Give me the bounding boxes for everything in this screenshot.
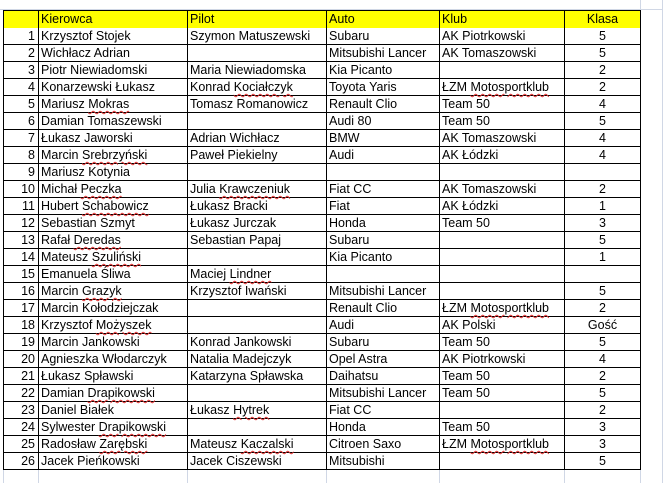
car-cell[interactable]: Kia Picanto — [329, 250, 393, 264]
car-cell[interactable] — [327, 266, 439, 283]
driver-cell[interactable]: Marcin Kołodziejczak — [41, 301, 159, 315]
class-cell[interactable]: 2 — [599, 369, 606, 383]
row-number-cell[interactable]: 9 — [28, 165, 35, 179]
car-cell[interactable]: Renault Clio — [329, 301, 398, 315]
driver-cell[interactable]: Agnieszka Włodarczyk — [41, 352, 167, 366]
driver-cell[interactable]: Wichłacz Adrian — [41, 46, 130, 60]
class-cell[interactable]: 4 — [599, 352, 606, 366]
class-cell[interactable]: 5 — [599, 29, 606, 43]
car-cell[interactable]: Mitsubishi Lancer — [329, 284, 427, 298]
row-number-cell[interactable]: 25 — [21, 437, 35, 451]
codriver-cell[interactable]: Maciej Lindner — [190, 267, 272, 281]
club-cell[interactable] — [440, 453, 564, 470]
column-header-car[interactable]: Auto — [327, 11, 439, 28]
row-number-cell[interactable]: 22 — [21, 386, 35, 400]
club-cell[interactable]: AK Polski — [442, 318, 496, 332]
club-cell[interactable] — [440, 283, 564, 300]
row-number-cell[interactable]: 8 — [28, 148, 35, 162]
row-number-cell[interactable]: 7 — [28, 131, 35, 145]
codriver-cell[interactable]: Adrian Wichłacz — [190, 131, 280, 145]
driver-cell[interactable]: Damian Drapikowski — [41, 386, 155, 400]
driver-cell[interactable]: Sylwester Drapikowski — [41, 420, 167, 434]
driver-cell[interactable]: Rafał Deredas — [41, 233, 121, 247]
class-cell[interactable]: 2 — [599, 403, 606, 417]
class-cell[interactable]: 5 — [599, 114, 606, 128]
row-number-cell[interactable]: 18 — [21, 318, 35, 332]
codriver-cell[interactable]: Krzysztof Iwański — [190, 284, 287, 298]
class-cell[interactable]: 5 — [599, 46, 606, 60]
driver-cell[interactable]: Marcin Grazyk — [41, 284, 122, 298]
codriver-cell[interactable]: Sebastian Papaj — [190, 233, 282, 247]
car-cell[interactable]: Renault Clio — [329, 97, 398, 111]
codriver-cell[interactable]: Konrad Jankowski — [190, 335, 292, 349]
car-cell[interactable]: Fiat — [329, 199, 350, 213]
car-cell[interactable]: Audi 80 — [329, 114, 372, 128]
car-cell[interactable]: Kia Picanto — [329, 63, 393, 77]
driver-cell[interactable]: Sebastian Szmyt — [41, 216, 135, 230]
driver-cell[interactable]: Krzysztof Możyszek — [41, 318, 152, 332]
codriver-cell[interactable]: Łukasz Jurczak — [190, 216, 277, 230]
codriver-cell[interactable] — [188, 385, 326, 402]
driver-cell[interactable]: Emanuela Śliwa — [41, 267, 131, 281]
car-cell[interactable]: Opel Astra — [329, 352, 388, 366]
club-cell[interactable]: ŁZM Motosportklub — [442, 80, 549, 94]
class-cell[interactable] — [565, 266, 640, 283]
codriver-cell[interactable]: Julia Krawczeniuk — [190, 182, 291, 196]
row-number-cell[interactable]: 15 — [21, 267, 35, 281]
codriver-cell[interactable] — [188, 419, 326, 436]
codriver-cell[interactable]: Łukasz Bracki — [190, 199, 268, 213]
codriver-cell[interactable] — [188, 300, 326, 317]
club-cell[interactable]: AK Piotrkowski — [442, 352, 526, 366]
driver-cell[interactable]: Marcin Jankowski — [41, 335, 140, 349]
codriver-cell[interactable]: Tomasz Romanowicz — [190, 97, 309, 111]
class-cell[interactable]: 2 — [599, 182, 606, 196]
driver-cell[interactable]: Łukasz Jaworski — [41, 131, 133, 145]
club-cell[interactable]: ŁZM Motosportklub — [442, 437, 549, 451]
car-cell[interactable]: Subaru — [329, 233, 370, 247]
class-cell[interactable]: Gość — [587, 318, 618, 332]
driver-cell[interactable]: Damian Tomaszewski — [41, 114, 162, 128]
row-number-cell[interactable]: 14 — [21, 250, 35, 264]
row-number-cell[interactable]: 19 — [21, 335, 35, 349]
car-cell[interactable]: Honda — [329, 420, 366, 434]
driver-cell[interactable]: Łukasz Spławski — [41, 369, 134, 383]
row-number-cell[interactable]: 20 — [21, 352, 35, 366]
class-cell[interactable]: 5 — [599, 386, 606, 400]
car-cell[interactable]: Toyota Yaris — [329, 80, 397, 94]
driver-cell[interactable]: Daniel Białek — [41, 403, 114, 417]
codriver-cell[interactable]: Mateusz Kaczalski — [190, 437, 294, 451]
car-cell[interactable]: Subaru — [329, 29, 370, 43]
row-number-cell[interactable]: 1 — [28, 29, 35, 43]
driver-cell[interactable]: Radosław Zarębski — [41, 437, 148, 451]
car-cell[interactable]: Audi — [329, 318, 355, 332]
row-number-cell[interactable]: 3 — [28, 63, 35, 77]
club-cell[interactable]: Team 50 — [442, 369, 490, 383]
codriver-cell[interactable]: Jacek Ciszewski — [190, 454, 282, 468]
car-cell[interactable]: Citroen Saxo — [329, 437, 402, 451]
class-cell[interactable]: 2 — [599, 301, 606, 315]
row-number-cell[interactable]: 23 — [21, 403, 35, 417]
driver-cell[interactable]: Piotr Niewiadomski — [41, 63, 148, 77]
row-number-cell[interactable]: 21 — [21, 369, 35, 383]
class-cell[interactable]: 5 — [599, 284, 606, 298]
club-cell[interactable]: AK Łódzki — [442, 148, 499, 162]
class-cell[interactable]: 2 — [599, 63, 606, 77]
driver-cell[interactable]: Konarzewski Łukasz — [41, 80, 155, 94]
column-header-club[interactable]: Klub — [440, 11, 564, 28]
codriver-cell[interactable] — [188, 164, 326, 181]
club-cell[interactable]: Team 50 — [442, 335, 490, 349]
codriver-cell[interactable]: Maria Niewiadomska — [190, 63, 307, 77]
club-cell[interactable] — [440, 249, 564, 266]
driver-cell[interactable]: Mariusz Mokras — [41, 97, 130, 111]
class-cell[interactable] — [565, 164, 640, 181]
driver-cell[interactable]: Krzysztof Stojek — [41, 29, 131, 43]
codriver-cell[interactable] — [188, 317, 326, 334]
codriver-cell[interactable]: Łukasz Hytrek — [190, 403, 270, 417]
car-cell[interactable]: Daihatsu — [329, 369, 379, 383]
class-cell[interactable]: 2 — [599, 80, 606, 94]
club-cell[interactable]: AK Piotrkowski — [442, 29, 526, 43]
club-cell[interactable]: Team 50 — [442, 420, 490, 434]
column-header-class[interactable]: Klasa — [565, 11, 640, 28]
row-number-cell[interactable]: 11 — [22, 199, 35, 213]
class-cell[interactable]: 4 — [599, 131, 606, 145]
row-number-cell[interactable]: 12 — [21, 216, 35, 230]
car-cell[interactable]: Mitsubishi — [329, 454, 385, 468]
class-cell[interactable]: 5 — [599, 335, 606, 349]
driver-cell[interactable]: Mariusz Kotynia — [41, 165, 130, 179]
car-cell[interactable]: Fiat CC — [329, 403, 372, 417]
row-number-cell[interactable]: 24 — [21, 420, 35, 434]
club-cell[interactable]: Team 50 — [442, 386, 490, 400]
club-cell[interactable]: Team 50 — [442, 97, 490, 111]
car-cell[interactable]: BMW — [329, 131, 360, 145]
club-cell[interactable]: Team 50 — [442, 114, 490, 128]
class-cell[interactable]: 3 — [599, 437, 606, 451]
row-number-cell[interactable]: 6 — [28, 114, 35, 128]
class-cell[interactable]: 1 — [599, 250, 606, 264]
car-cell[interactable]: Fiat CC — [329, 182, 372, 196]
car-cell[interactable]: Subaru — [329, 335, 370, 349]
codriver-cell[interactable]: Natalia Madejczyk — [190, 352, 292, 366]
driver-cell[interactable]: Hubert Schabowicz — [41, 199, 149, 213]
codriver-cell[interactable] — [188, 249, 326, 266]
row-number-cell[interactable]: 10 — [21, 182, 35, 196]
car-cell[interactable]: Honda — [329, 216, 366, 230]
row-number-cell[interactable]: 17 — [21, 301, 35, 315]
column-header-codriver[interactable]: Pilot — [188, 11, 326, 28]
class-cell[interactable]: 4 — [599, 148, 606, 162]
class-cell[interactable]: 3 — [599, 216, 606, 230]
class-cell[interactable]: 5 — [599, 233, 606, 247]
class-cell[interactable]: 1 — [599, 199, 606, 213]
club-cell[interactable]: AK Tomaszowski — [442, 46, 537, 60]
codriver-cell[interactable] — [188, 45, 326, 62]
row-number-cell[interactable]: 5 — [28, 97, 35, 111]
codriver-cell[interactable]: Szymon Matuszewski — [190, 29, 311, 43]
codriver-cell[interactable] — [188, 113, 326, 130]
column-header-row-number[interactable] — [4, 11, 38, 28]
class-cell[interactable]: 3 — [599, 420, 606, 434]
club-cell[interactable]: AK Tomaszowski — [442, 131, 537, 145]
row-number-cell[interactable]: 13 — [21, 233, 35, 247]
row-number-cell[interactable]: 16 — [21, 284, 35, 298]
club-cell[interactable]: Team 50 — [442, 216, 490, 230]
driver-cell[interactable]: Marcin Srebrzyński — [41, 148, 148, 162]
row-number-cell[interactable]: 4 — [28, 80, 35, 94]
car-cell[interactable]: Mitsubishi Lancer — [329, 386, 427, 400]
codriver-cell[interactable]: Paweł Piekielny — [190, 148, 278, 162]
car-cell[interactable]: Audi — [329, 148, 355, 162]
club-cell[interactable] — [440, 266, 564, 283]
class-cell[interactable]: 4 — [599, 97, 606, 111]
column-header-driver[interactable]: Kierowca — [39, 11, 187, 28]
row-number-cell[interactable]: 2 — [28, 46, 35, 60]
club-cell[interactable] — [440, 402, 564, 419]
club-cell[interactable] — [440, 164, 564, 181]
club-cell[interactable]: ŁZM Motosportklub — [442, 301, 549, 315]
driver-cell[interactable]: Michał Peczka — [41, 182, 122, 196]
car-cell[interactable]: Mitsubishi Lancer — [329, 46, 427, 60]
car-cell[interactable] — [327, 164, 439, 181]
club-cell[interactable] — [440, 232, 564, 249]
codriver-cell[interactable]: Katarzyna Spławska — [190, 369, 304, 383]
class-cell[interactable]: 5 — [599, 454, 606, 468]
driver-cell[interactable]: Mateusz Szuliński — [41, 250, 142, 264]
club-cell[interactable]: AK Tomaszowski — [442, 182, 537, 196]
driver-cell[interactable]: Jacek Pieńkowski — [41, 454, 140, 468]
club-cell[interactable] — [440, 62, 564, 79]
club-cell[interactable]: AK Łódzki — [442, 199, 499, 213]
row-number-cell[interactable]: 26 — [21, 454, 35, 468]
codriver-cell[interactable]: Konrad Kociałczyk — [190, 80, 293, 94]
